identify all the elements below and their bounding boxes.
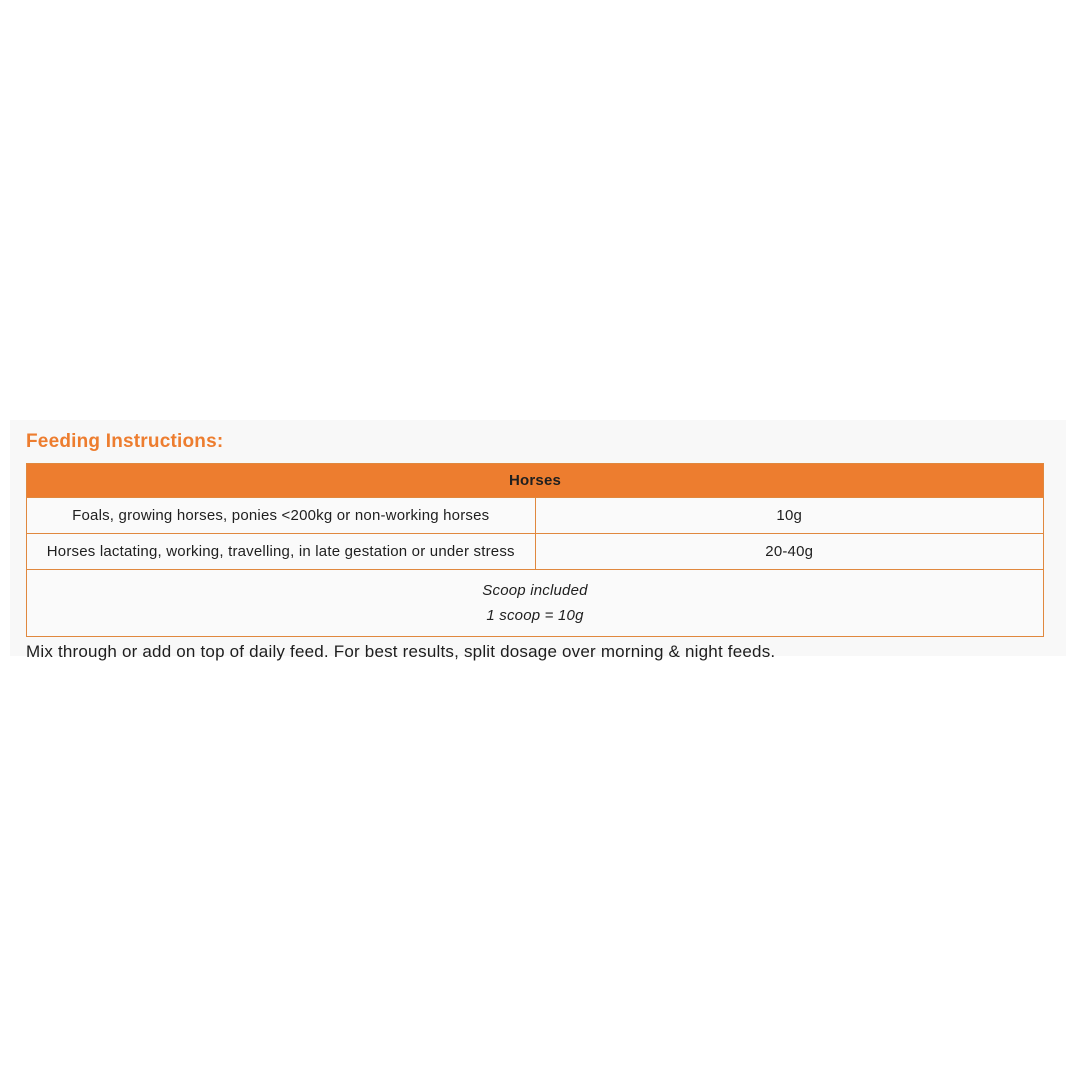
table-footer-row [27, 570, 1044, 637]
feeding-instructions-section [10, 420, 1066, 661]
table-header-row [27, 464, 1044, 498]
scoop-info-cell [27, 570, 1044, 637]
feeding-note: Mix through or add on top of daily feed. For best results, split dosage over morning & night feeds. [26, 642, 776, 661]
scoop-equivalence-text: 1 scoop = 10g [486, 607, 584, 624]
scoop-included-text: Scoop included [482, 582, 588, 599]
table-row [27, 534, 1044, 570]
section-title: Feeding Instructions: [26, 431, 224, 452]
row-dose: 10g [535, 498, 1044, 534]
row-category: Foals, growing horses, ponies <200kg or non-working horses [27, 498, 536, 534]
table-header-horses: Horses [27, 464, 1044, 498]
row-category: Horses lactating, working, travelling, in late gestation or under stress [27, 534, 536, 570]
feeding-table [26, 463, 1044, 637]
row-dose: 20-40g [535, 534, 1044, 570]
table-row [27, 498, 1044, 534]
